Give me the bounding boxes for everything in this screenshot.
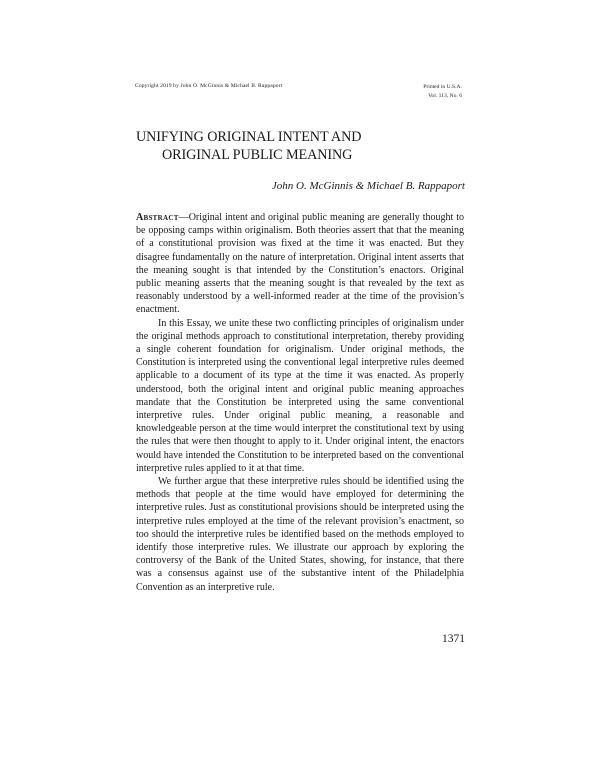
print-info xyxy=(423,83,462,101)
abstract-paragraph-3: We further argue that these interpretive rules should be identified using the methods that people at the time would have employed for determining the interpretive rules. Just as constitutional provisions should be interpreted using the interpretive rules employed at the time of the relevant provision’s enactment, so too should the interpretive rules be identified based on the methods employed to identify those interpretive rules. We illustrate our approach by exploring the controversy of the Bank of the United States, showing, for instance, that there was a consensus against use of the substantive intent of the Philadelphia Convention as an interpretive rule. xyxy=(136,476,464,593)
abstract-paragraph-2: In this Essay, we unite these two conflicting principles of originalism under the original methods approach to constitutional interpretation, thereby providing a single coherent foundation for originalism. Under original methods, the Constitution is interpreted using the conventional legal interpretive rules deemed applicable to a document of its type at the time it was enacted. As properly understood, both the original intent and original public meaning approaches mandate that the Constitution be interpreted using the same conventional interpretive rules. Under original public meaning, a reasonable and knowledgeable person at the time would interpret the constitutional text by using the rules that were then thought to apply to it. Under original intent, the enactors would have intended the Constitution to be interpreted based on the conventional interpretive rules applied to it at that time. xyxy=(136,317,464,474)
authors: John O. McGinnis & Michael B. Rappaport xyxy=(271,180,465,192)
title-line-1: UNIFYING ORIGINAL INTENT AND xyxy=(136,129,362,145)
abstract-label: Abstract xyxy=(136,212,179,223)
copyright-line: Copyright 2019 by John O. McGinnis & Michael B. Rappaport xyxy=(135,83,283,89)
article-title xyxy=(136,128,466,164)
printed-location: Printed in U.S.A. xyxy=(423,84,462,90)
abstract-text-1: —Original intent and original public meaning are generally thought to be opposing camps within originalism. Both theories assert that that the meaning of a constitutional provision was fixed at the time it was enacted. But they disagree fundamentally on the nature of interpretation. Original intent asserts that the meaning sought is that intended by the Constitution’s enactors. Original public meaning asserts that the meaning sought is that revealed by the text as reasonably understood by a well-informed reader at the time of the provision’s enactment. xyxy=(136,212,464,316)
abstract xyxy=(136,211,464,594)
page-number: 1371 xyxy=(442,633,465,645)
abstract-paragraph-1 xyxy=(136,211,464,317)
volume-info: Vol. 113, No. 6 xyxy=(428,93,462,99)
title-line-2: ORIGINAL PUBLIC MEANING xyxy=(162,147,353,163)
